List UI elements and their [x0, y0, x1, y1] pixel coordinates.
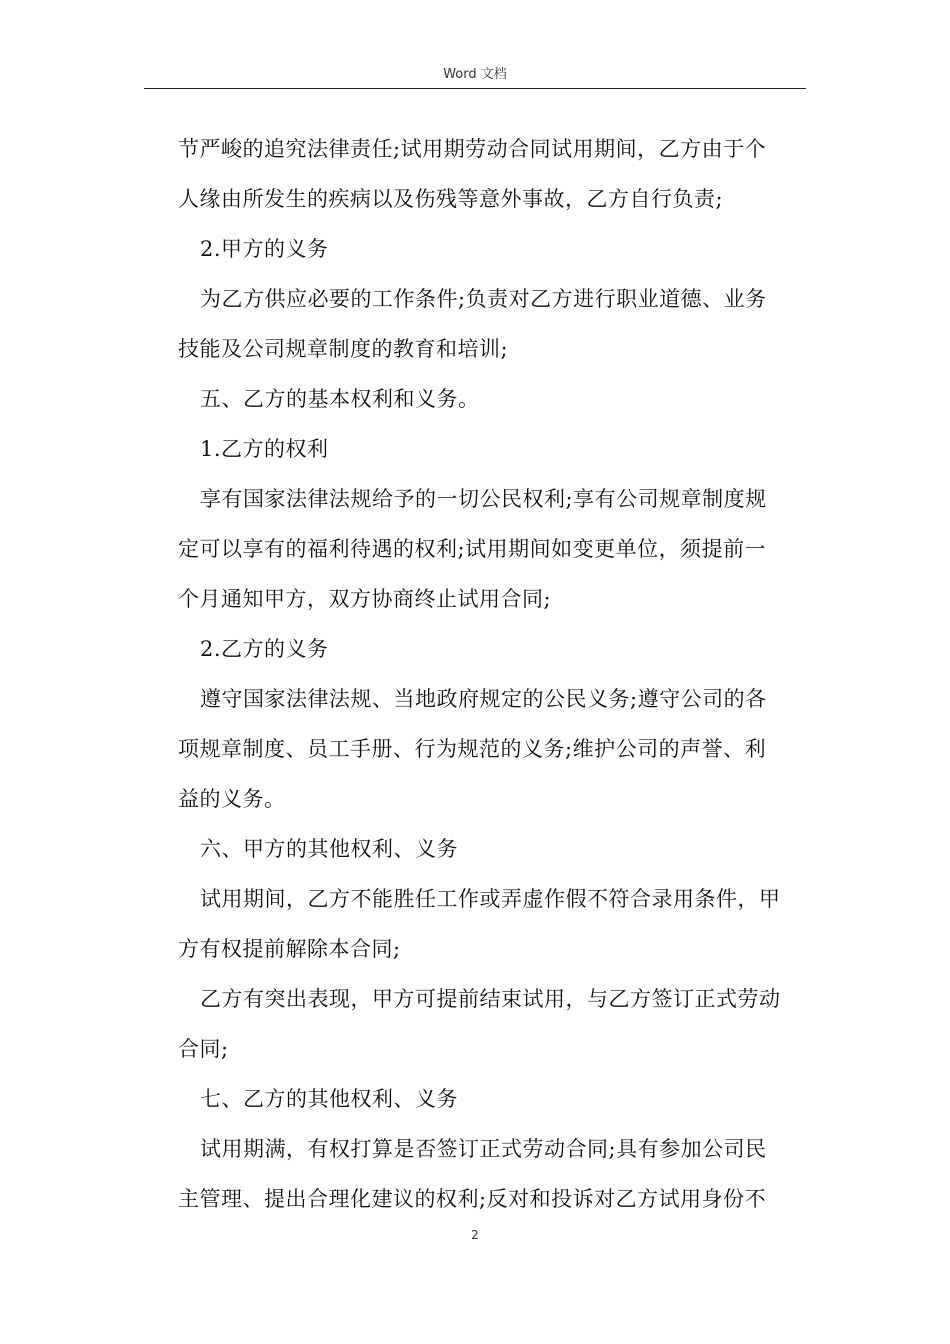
section-heading: 五、乙方的基本权利和义务。	[200, 387, 480, 411]
page-number: 2	[471, 1228, 479, 1242]
section-heading: 2.甲方的义务	[200, 237, 329, 261]
section-heading: 1.乙方的权利	[200, 437, 329, 461]
body-line: 乙方有突出表现，甲方可提前结束试用，与乙方签订正式劳动	[200, 987, 781, 1011]
page-header	[144, 62, 806, 89]
header-title: Word 文档	[443, 67, 507, 82]
body-line: 遵守国家法律法规、当地政府规定的公民义务;遵守公司的各	[200, 687, 767, 711]
body-line: 享有国家法律法规给予的一切公民权利;享有公司规章制度规	[200, 487, 767, 511]
section-heading: 七、乙方的其他权利、义务	[200, 1087, 458, 1111]
body-line: 节严峻的追究法律责任;试用期劳动合同试用期间，乙方由于个	[178, 137, 767, 161]
body-line: 合同;	[178, 1037, 229, 1061]
section-heading: 2.乙方的义务	[200, 637, 329, 661]
body-line: 定可以享有的福利待遇的权利;试用期间如变更单位，须提前一	[178, 537, 767, 561]
body-line: 为乙方供应必要的工作条件;负责对乙方进行职业道德、业务	[200, 287, 767, 311]
section-heading: 六、甲方的其他权利、义务	[200, 837, 458, 861]
body-line: 方有权提前解除本合同;	[178, 937, 401, 961]
body-line: 技能及公司规章制度的教育和培训;	[178, 337, 509, 361]
body-line: 试用期间，乙方不能胜任工作或弄虚作假不符合录用条件，甲	[200, 887, 781, 911]
body-line: 个月通知甲方，双方协商终止试用合同;	[178, 587, 552, 611]
body-line: 试用期满，有权打算是否签订正式劳动合同;具有参加公司民	[200, 1137, 767, 1161]
body-line: 项规章制度、员工手册、行为规范的义务;维护公司的声誉、利	[178, 737, 767, 761]
body-line: 主管理、提出合理化建议的权利;反对和投诉对乙方试用身份不	[178, 1187, 767, 1211]
body-line: 益的义务。	[178, 787, 286, 811]
body-line: 人缘由所发生的疾病以及伤残等意外事故，乙方自行负责;	[178, 187, 724, 211]
